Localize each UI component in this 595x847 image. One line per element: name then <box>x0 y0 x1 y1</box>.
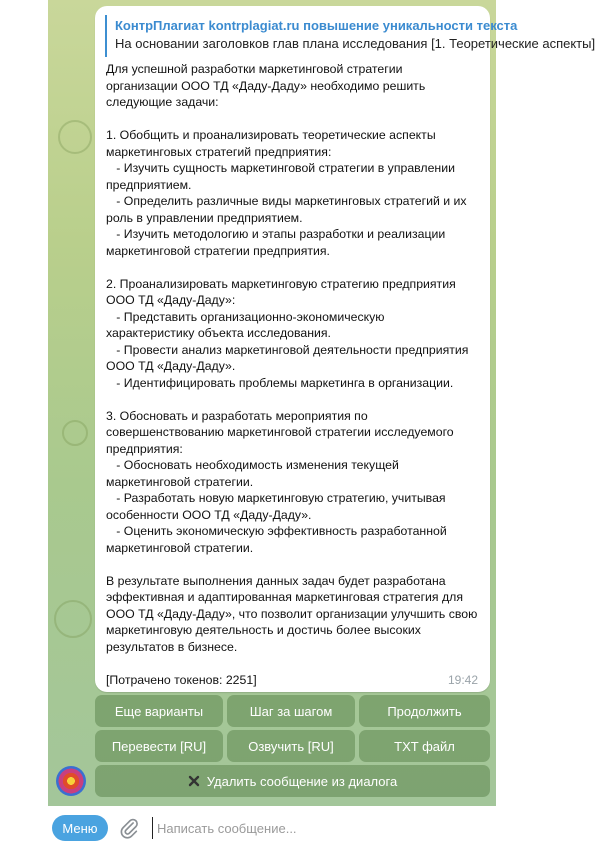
voice-button[interactable]: Озвучить [RU] <box>227 730 355 762</box>
delete-message-button[interactable] <box>95 765 490 797</box>
background-doodle <box>58 120 92 154</box>
delete-message-label: Удалить сообщение из диалога <box>206 773 398 789</box>
message-text: Для успешной разработки маркетинговой стратегии организации ООО ТД «Даду-Даду» необходимо решить следующие задачи: 1. Обобщить и проанализировать теоретические аспекты маркетинговых стратегий предприятия: - Изучить сущность маркетинговой стратегии в управлении предприятием. - Определить различные виды маркетинговых стратегий и их роль в управлении предприятием. - Изучить методологию и этапы разработки и реализации маркетинговой стратегии предприятия. 2. Проанализировать маркетинговую стратегию предприятия ООО ТД «Даду-Даду»: - Представить организационно-экономическую характеристику объекта исследования. - Провести анализ маркетинговой деятельности предприятия ООО ТД «Даду-Даду». - Идентифицировать проблемы маркетинга в организации. 3. Обосновать и разработать мероприятия по совершенствованию маркетинговой стратегии исследуемого предприятия: - Обосновать необходимость изменения текущей маркетинговой стратегии. - Разработать новую маркетинговую стратегию, учитывая особенности ООО ТД «Даду-Даду». - Оценить экономическую эффективность разработанной маркетинговой стратегии. В результате выполнения данных задач будет разработана эффективная и адаптированная маркетинговая стратегия для ООО ТД «Даду-Даду», что позволит организации улучшить свою маркетинговую деятельность и достичь более высоких результатов в бизнесе. [Потрачено токенов: 2251] <box>106 62 478 687</box>
background-doodle <box>62 420 88 446</box>
paperclip-icon[interactable] <box>118 817 140 839</box>
message-time: 19:42 <box>447 673 478 687</box>
reply-quote-text: На основании заголовков глав плана исследования [1. Теоретические аспекты] <box>115 36 595 51</box>
bot-message-bubble[interactable] <box>95 6 595 692</box>
continue-button[interactable]: Продолжить <box>359 695 490 727</box>
reply-quote-title: КонтрПлагиат kontrplagiat.ru повышение уникальности текста <box>115 18 518 33</box>
step-by-step-button[interactable]: Шаг за шагом <box>227 695 355 727</box>
close-icon <box>188 775 200 787</box>
more-variants-button[interactable]: Еще варианты <box>95 695 223 727</box>
bot-avatar[interactable] <box>56 766 86 796</box>
txt-file-button[interactable]: TXT файл <box>359 730 490 762</box>
message-input[interactable] <box>152 817 487 839</box>
menu-button[interactable]: Меню <box>52 815 108 841</box>
translate-button[interactable]: Перевести [RU] <box>95 730 223 762</box>
background-doodle <box>54 600 92 638</box>
reply-quote[interactable] <box>105 15 595 57</box>
